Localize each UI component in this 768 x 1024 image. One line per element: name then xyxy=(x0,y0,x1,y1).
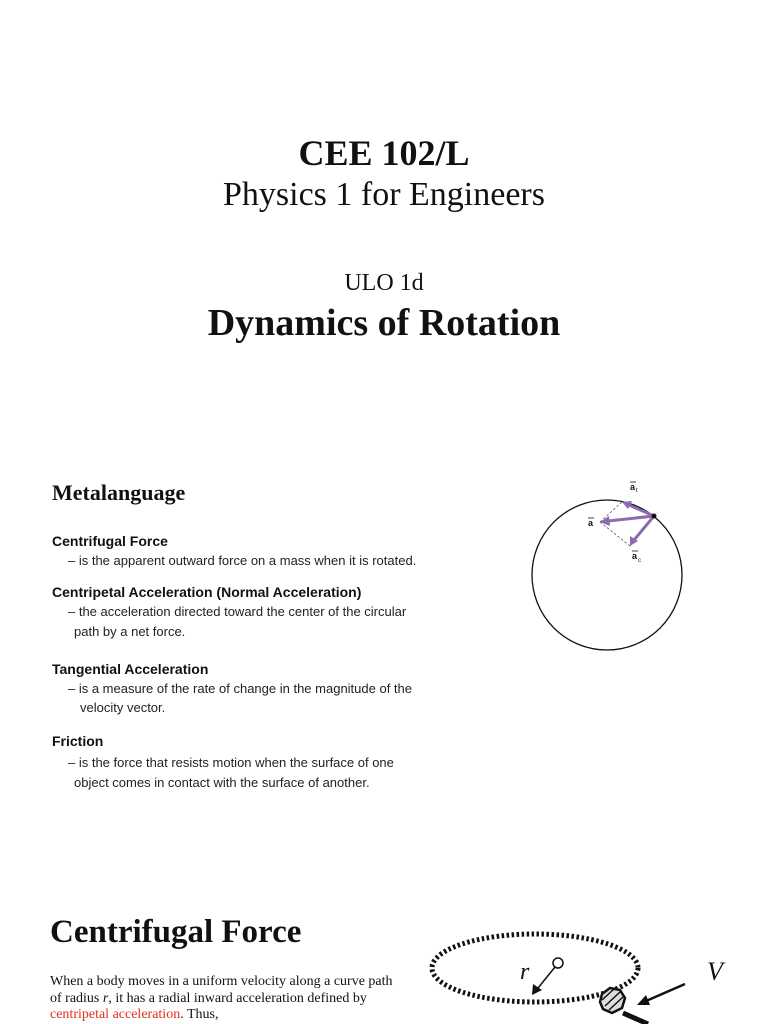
definition-centripetal-line1: – the acceleration directed toward the center of the circular xyxy=(68,604,407,619)
acceleration-vector-diagram xyxy=(520,474,700,664)
term-tangential-acceleration: Tangential Acceleration xyxy=(52,661,209,677)
radius-arrow xyxy=(532,967,555,995)
definition-centripetal-line2: path by a net force. xyxy=(74,624,186,639)
centrifugal-paragraph xyxy=(50,974,400,1024)
definition-tangential-line1: – is a measure of the rate of change in the magnitude of the xyxy=(68,681,412,696)
term-centripetal-acceleration: Centripetal Acceleration (Normal Acceleration) xyxy=(52,584,362,600)
velocity-arrow xyxy=(637,984,685,1005)
tangential-acceleration-arrow xyxy=(622,501,654,516)
label-a-c: a xyxy=(632,551,638,561)
definition-friction-line1: – is the force that resists motion when the surface of one xyxy=(68,755,394,770)
definition-centrifugal-force: – is the apparent outward force on a mass when it is rotated. xyxy=(68,553,417,568)
label-velocity: V xyxy=(707,957,723,986)
particle-point xyxy=(652,514,657,519)
label-a-t: a xyxy=(630,482,636,492)
label-a: a xyxy=(588,518,594,528)
term-friction: Friction xyxy=(52,733,104,749)
paragraph-text: , it has a radial inward acceleration defined by xyxy=(108,990,367,1006)
ulo-code: ULO 1d xyxy=(344,270,424,296)
label-a-c-subscript: c xyxy=(638,558,641,564)
term-centrifugal-force: Centrifugal Force xyxy=(52,533,168,549)
paragraph-text: . Thus, xyxy=(180,1007,219,1022)
course-name: Physics 1 for Engineers xyxy=(222,176,545,213)
ulo-title: Dynamics of Rotation xyxy=(207,302,561,344)
centripetal-acceleration-arrow xyxy=(630,516,654,546)
definition-friction-line2: object comes in contact with the surface of another. xyxy=(74,775,370,790)
label-a-t-subscript: t xyxy=(636,488,638,494)
centrifugal-orbit-diagram xyxy=(420,918,750,1024)
rotating-body xyxy=(600,988,625,1013)
orbit-center-point xyxy=(553,958,563,968)
definition-tangential-line2: velocity vector. xyxy=(80,700,166,715)
dashed-component-line xyxy=(600,522,630,546)
paragraph-text: When a body moves in a uniform velocity along a curve path of radius xyxy=(50,974,393,1006)
metalanguage-heading: Metalanguage xyxy=(52,480,186,505)
course-code: CEE 102/L xyxy=(298,133,470,173)
radius-symbol: r xyxy=(102,990,109,1006)
tangent-line xyxy=(623,1013,648,1024)
centripetal-acceleration-term: centripetal acceleration xyxy=(50,1007,181,1022)
label-radius: r xyxy=(520,959,530,985)
centrifugal-heading: Centrifugal Force xyxy=(50,914,302,950)
